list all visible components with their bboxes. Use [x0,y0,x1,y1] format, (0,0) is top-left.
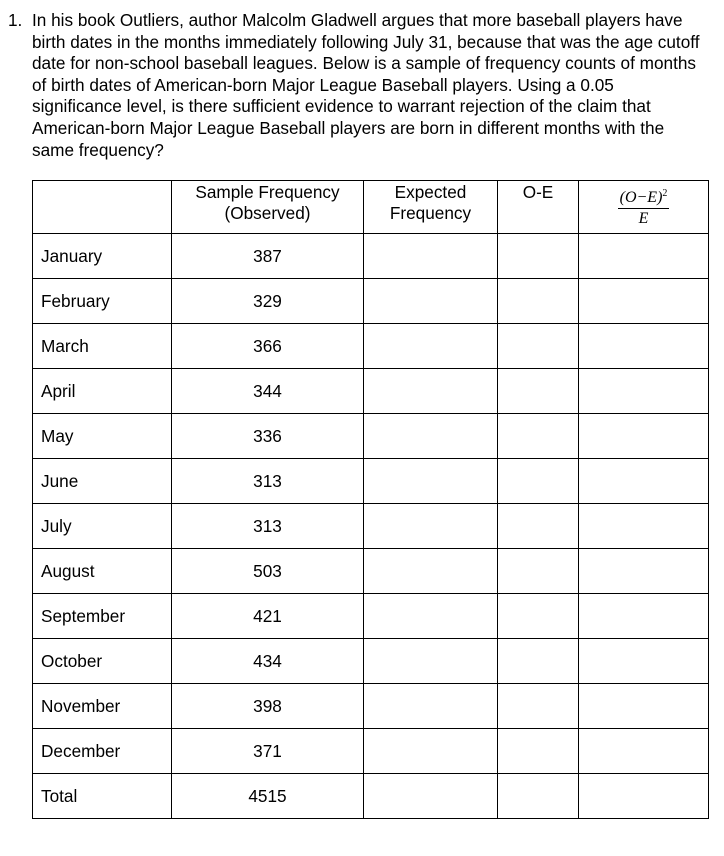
header-chi-square-term [579,181,709,234]
header-o-minus-e: O-E [498,181,579,234]
table-row [33,594,709,639]
table-row [33,639,709,684]
total-row [33,774,709,819]
month-cell: November [33,684,172,729]
chi-square-cell [579,504,709,549]
chi-square-cell [579,684,709,729]
table-row [33,369,709,414]
table-row [33,279,709,324]
expected-cell [364,414,498,459]
o-minus-e-cell [498,594,579,639]
chi-square-fraction [618,185,670,228]
chi-square-cell [579,279,709,324]
o-minus-e-cell [498,639,579,684]
observed-cell: 387 [172,234,364,279]
observed-cell: 366 [172,324,364,369]
table-row [33,684,709,729]
chi-square-cell [579,369,709,414]
header-observed-line1: Sample Frequency [195,182,340,202]
month-cell: June [33,459,172,504]
table-header-row [33,181,709,234]
table-row [33,729,709,774]
expected-cell [364,279,498,324]
expected-cell [364,594,498,639]
question-number: 1. [8,10,23,30]
table-body [33,234,709,819]
chi-square-cell [579,729,709,774]
observed-cell: 398 [172,684,364,729]
header-observed-line2: (Observed) [224,203,311,223]
observed-cell: 329 [172,279,364,324]
observed-cell: 434 [172,639,364,684]
observed-cell: 421 [172,594,364,639]
o-minus-e-cell [498,279,579,324]
header-observed [172,181,364,234]
table-row [33,324,709,369]
expected-cell [364,774,498,819]
month-cell: August [33,549,172,594]
chi-square-cell [579,594,709,639]
observed-cell: 503 [172,549,364,594]
month-cell: October [33,639,172,684]
expected-cell [364,369,498,414]
month-cell: May [33,414,172,459]
table-row [33,459,709,504]
expected-cell [364,639,498,684]
observed-cell: 313 [172,504,364,549]
expected-cell [364,729,498,774]
o-minus-e-cell [498,774,579,819]
chi-square-cell [579,234,709,279]
chi-square-cell [579,459,709,504]
o-minus-e-cell [498,324,579,369]
month-cell: September [33,594,172,639]
table-row [33,414,709,459]
o-minus-e-cell [498,504,579,549]
header-category [33,181,172,234]
header-expected-line2: Frequency [389,203,472,223]
o-minus-e-cell [498,234,579,279]
chi-square-cell [579,639,709,684]
expected-cell [364,324,498,369]
header-expected [364,181,498,234]
question [8,10,708,161]
fraction-denominator: E [638,210,649,227]
month-cell: April [33,369,172,414]
numerator-exponent: 2 [662,188,668,199]
frequency-table [32,180,709,819]
expected-cell [364,549,498,594]
chi-square-cell [579,549,709,594]
chi-square-cell [579,414,709,459]
chi-square-cell [579,774,709,819]
month-cell: Total [33,774,172,819]
table-row [33,504,709,549]
o-minus-e-cell [498,729,579,774]
observed-cell: 344 [172,369,364,414]
observed-cell: 371 [172,729,364,774]
expected-cell [364,234,498,279]
o-minus-e-cell [498,459,579,504]
expected-cell [364,504,498,549]
month-cell: December [33,729,172,774]
o-minus-e-cell [498,684,579,729]
observed-cell: 4515 [172,774,364,819]
observed-cell: 336 [172,414,364,459]
header-expected-line1: Expected [394,182,467,202]
question-text: In his book Outliers, author Malcolm Gladwell argues that more baseball players have birth dates in the months immediately following July 31, because that was the age cutoff date for non-school baseball leagues. Below is a sample of frequency counts of months of birth dates of American-born Major League Baseball players. Using a 0.05 significance level, is there sufficient evidence to warrant rejection of the claim that American-born Major League Baseball players are born in different months with the same frequency? [32,10,700,160]
month-cell: February [33,279,172,324]
chi-square-cell [579,324,709,369]
table-row [33,234,709,279]
table-row [33,549,709,594]
month-cell: July [33,504,172,549]
month-cell: January [33,234,172,279]
observed-cell: 313 [172,459,364,504]
expected-cell [364,459,498,504]
fraction-numerator [618,185,670,209]
o-minus-e-cell [498,549,579,594]
o-minus-e-cell [498,369,579,414]
expected-cell [364,684,498,729]
numerator-text: (O−E) [619,189,663,206]
o-minus-e-cell [498,414,579,459]
month-cell: March [33,324,172,369]
